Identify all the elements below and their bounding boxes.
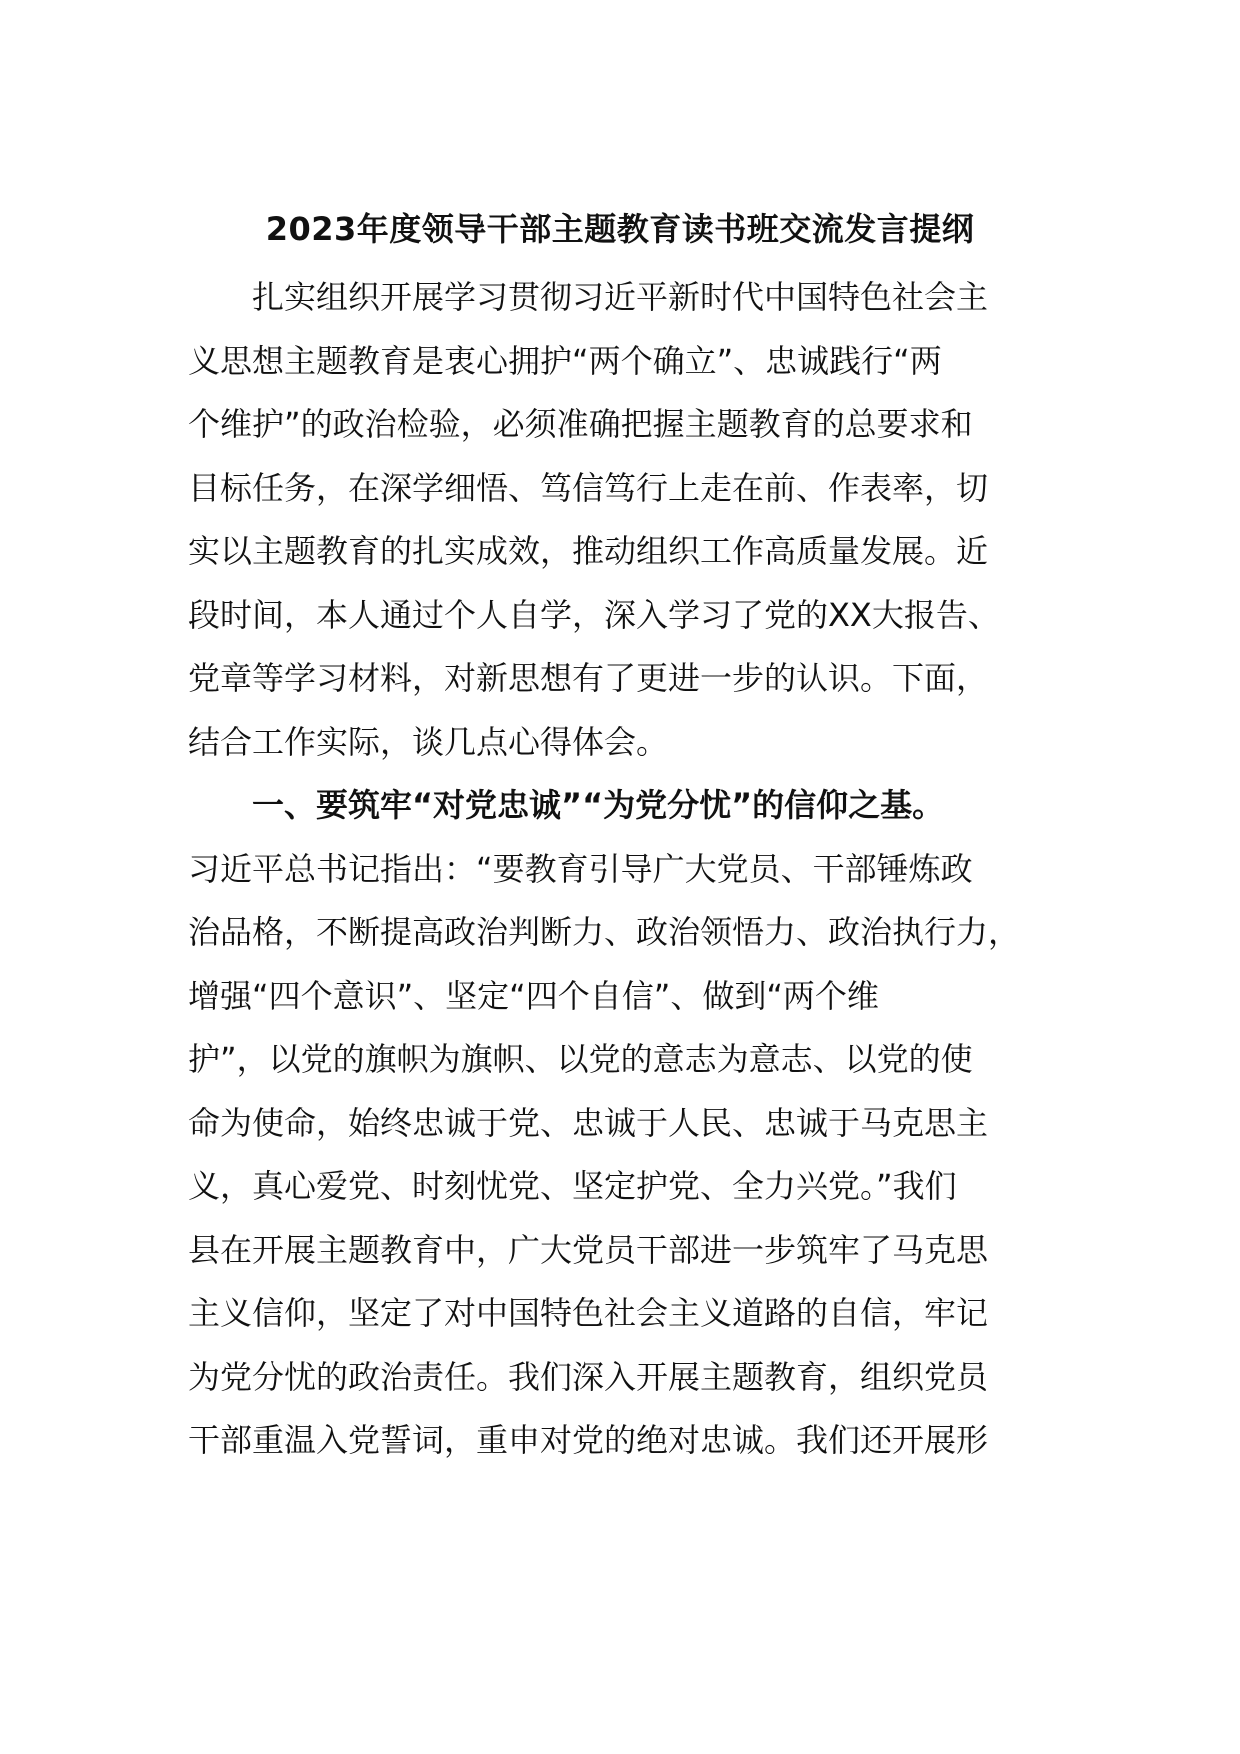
- section-heading: 一、要筑牢“对党忠诚”“为党分忧”的信仰之基。: [252, 786, 945, 824]
- paragraph-line: 党章等学习材料，对新思想有了更进一步的认识。下面，: [188, 659, 989, 697]
- paragraph-line: 命为使命，始终忠诚于党、忠诚于人民、忠诚于马克思主: [188, 1104, 989, 1142]
- paragraph-line: 县在开展主题教育中，广大党员干部进一步筑牢了马克思: [188, 1231, 989, 1269]
- paragraph-line: 个维护”的政治检验，必须准确把握主题教育的总要求和: [188, 405, 973, 443]
- paragraph-line: 目标任务，在深学细悟、笃信笃行上走在前、作表率，切: [188, 469, 989, 507]
- paragraph-line: 义，真心爱党、时刻忧党、坚定护党、全力兴党。”我们: [188, 1167, 957, 1205]
- paragraph-line: 主义信仰，坚定了对中国特色社会主义道路的自信，牢记: [188, 1294, 989, 1332]
- paragraph-line: 治品格，不断提高政治判断力、政治领悟力、政治执行力，: [188, 913, 1021, 951]
- paragraph-line: 实以主题教育的扎实成效，推动组织工作高质量发展。近: [188, 532, 989, 570]
- paragraph-line: 扎实组织开展学习贯彻习近平新时代中国特色社会主: [252, 278, 989, 316]
- paragraph-line: 干部重温入党誓词，重申对党的绝对忠诚。我们还开展形: [188, 1421, 989, 1459]
- paragraph-line: 段时间，本人通过个人自学，深入学习了党的XX大报告、: [188, 596, 1000, 634]
- paragraph-line: 结合工作实际，谈几点心得体会。: [188, 723, 669, 761]
- paragraph-line: 护”，以党的旗帜为旗帜、以党的意志为意志、以党的使: [188, 1040, 973, 1078]
- paragraph-line: 义思想主题教育是衷心拥护“两个确立”、忠诚践行“两: [188, 342, 942, 380]
- document-title: 2023年度领导干部主题教育读书班交流发言提纲: [265, 210, 975, 248]
- paragraph-line: 为党分忧的政治责任。我们深入开展主题教育，组织党员: [188, 1358, 989, 1396]
- paragraph-line: 增强“四个意识”、坚定“四个自信”、做到“两个维: [188, 977, 879, 1015]
- paragraph-line: 习近平总书记指出：“要教育引导广大党员、干部锤炼政: [188, 850, 973, 888]
